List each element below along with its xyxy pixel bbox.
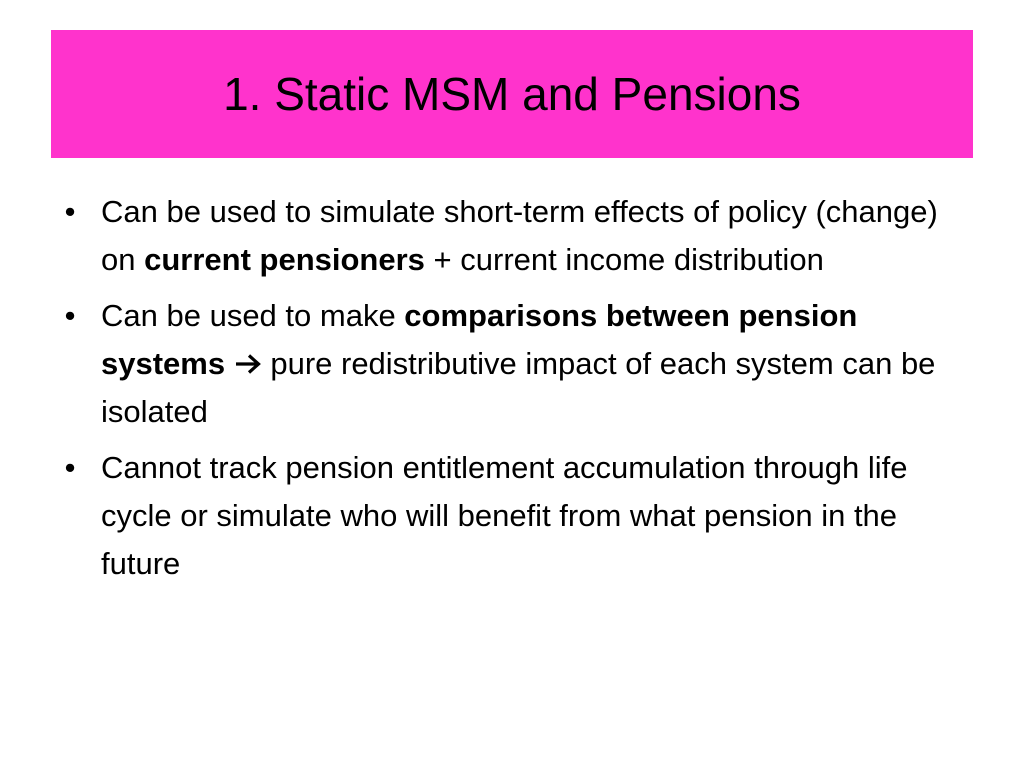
bullet-bold-text: comparisons between pension systems bbox=[101, 298, 858, 381]
bullet-text bbox=[225, 346, 234, 381]
bullet-text: Can be used to make bbox=[101, 298, 405, 333]
bullet-marker: • bbox=[64, 298, 76, 333]
bullet-text: pure redistributive impact of each system can be isolated bbox=[101, 346, 936, 429]
bullet-marker: • bbox=[64, 194, 76, 229]
bullet-marker: • bbox=[64, 450, 76, 485]
bullet-text: + current income distribution bbox=[424, 242, 824, 277]
bullet-item-2 bbox=[60, 292, 960, 436]
bullet-bold-text: current pensioners bbox=[144, 242, 425, 277]
bullet-text: Cannot track pension entitlement accumulation through life cycle or simulate who will benefit from what pension in the future bbox=[101, 450, 908, 581]
right-arrow-icon bbox=[234, 353, 262, 375]
bullet-list bbox=[60, 188, 960, 596]
bullet-text: Can be used to simulate short-term effects of policy (change) on bbox=[101, 194, 938, 277]
slide-title: 1. Static MSM and Pensions bbox=[223, 68, 801, 120]
bullet-item-1 bbox=[60, 188, 960, 284]
title-banner bbox=[51, 30, 973, 158]
bullet-item-3 bbox=[60, 444, 960, 588]
